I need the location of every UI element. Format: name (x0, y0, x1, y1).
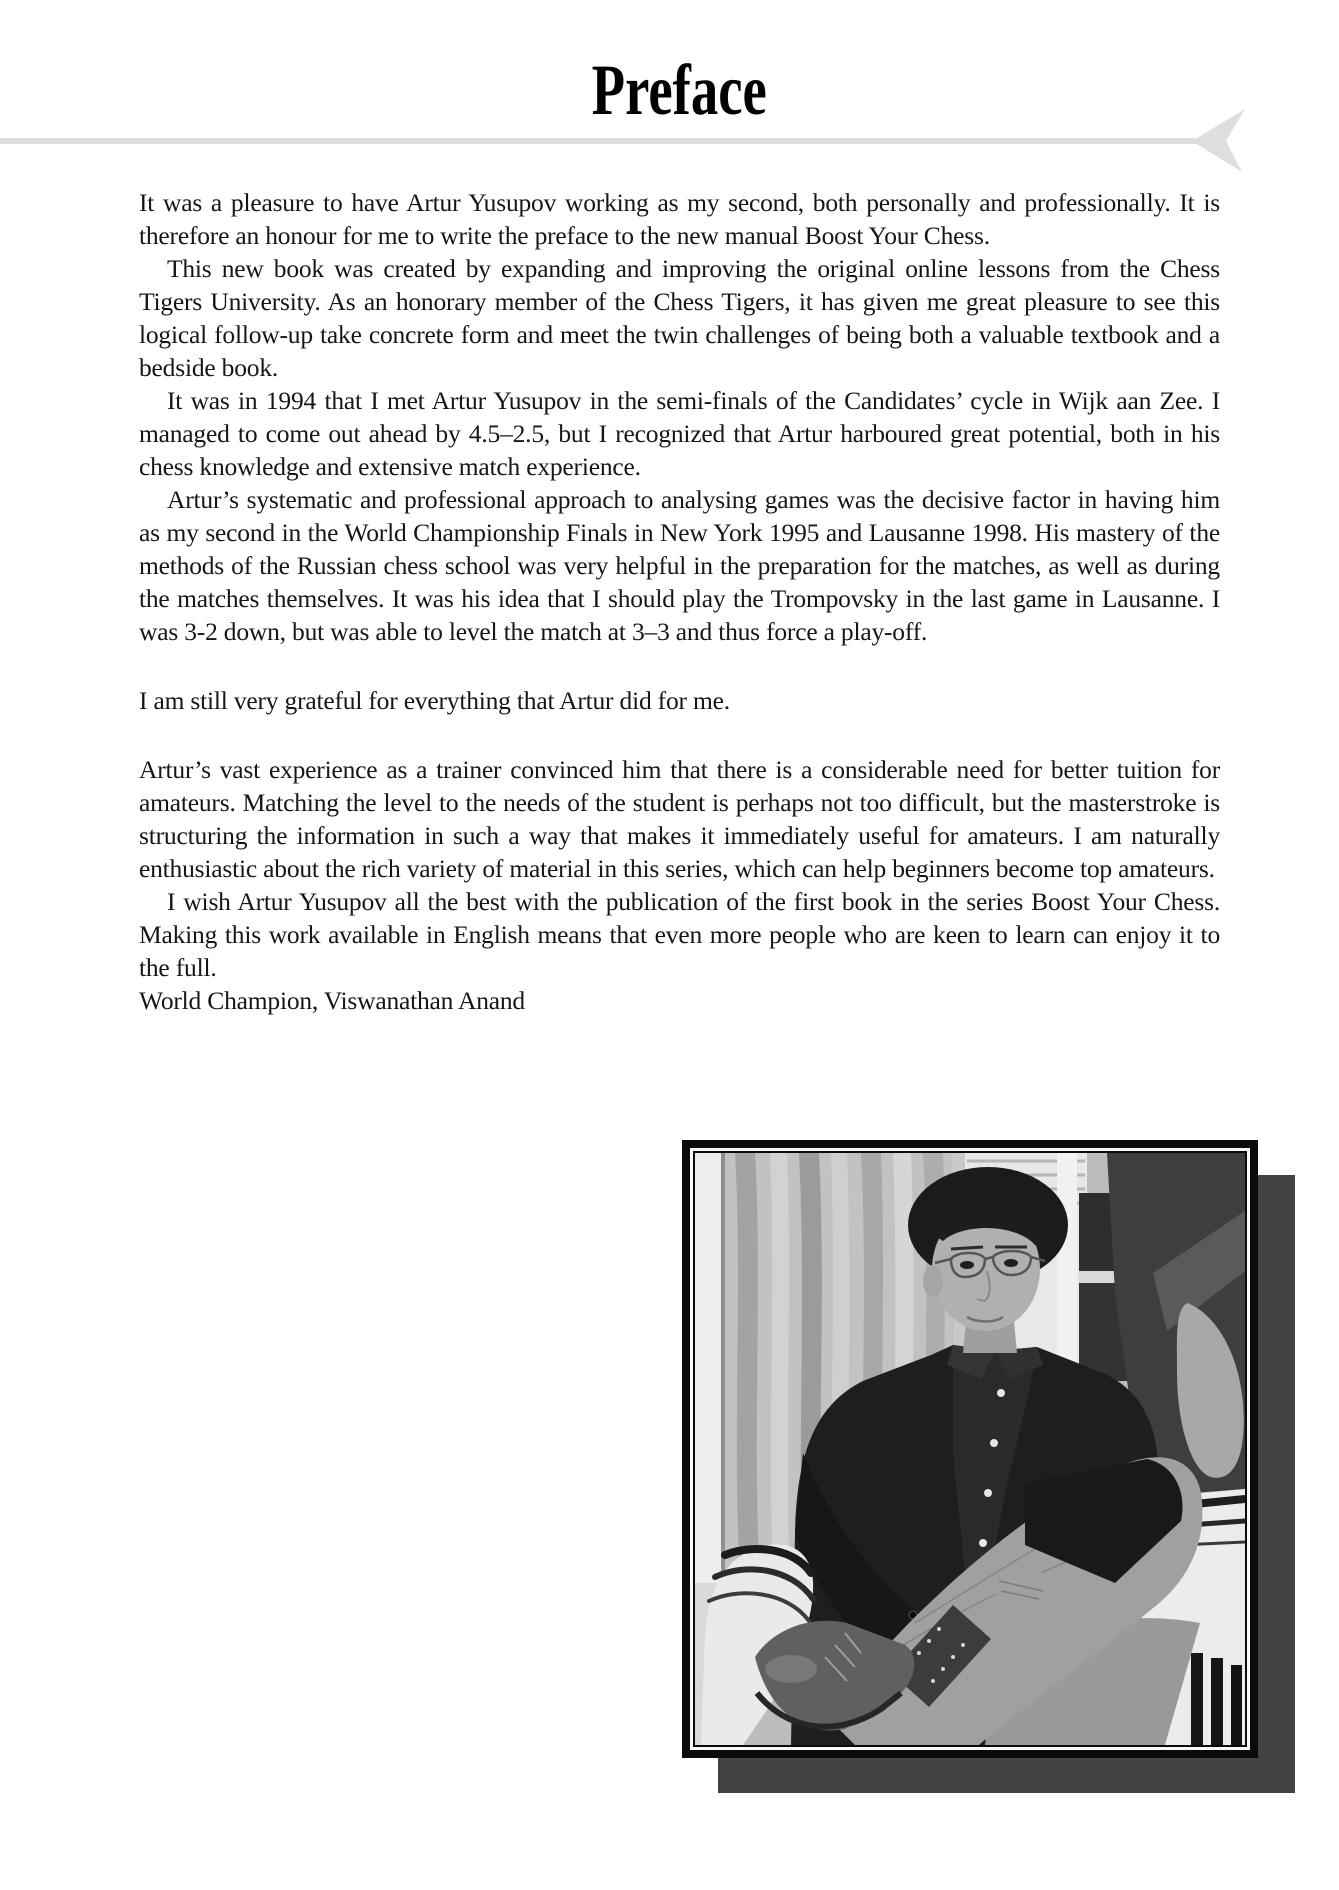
preface-paragraph: It was in 1994 that I met Artur Yusupov in the semi-finals of the Candidates’ cycle in Wijk aan Zee. I managed to come out ahead by 4.5–2.5, but I recognized that Artur harboured great potential, both in his chess knowledge and extensive match experience. (139, 386, 1220, 481)
preface-paragraph: Artur’s vast experience as a trainer convinced him that there is a considerable need for better tuition for amateurs. Matching the level to the needs of the student is perhaps not too difficult, but the masterstroke is structuring the information in such a way that makes it immediately useful for amateurs. I am naturally enthusiastic about the rich variety of material in this series, which can help beginners become top amateurs. (139, 755, 1220, 883)
preface-paragraph: I wish Artur Yusupov all the best with the publication of the first book in the series Boost Your Chess. Making this work available in English means that even more people who are keen to learn can enjoy it to the full. (139, 887, 1220, 982)
preface-paragraph: I am still very grateful for everything that Artur did for me. (139, 686, 730, 715)
preface-body (139, 186, 1220, 1017)
ear (923, 1265, 943, 1297)
page-title (139, 50, 1220, 130)
page-title-text: Preface (591, 50, 768, 130)
photo-mat-border (690, 1148, 1250, 1750)
preface-paragraph: It was a pleasure to have Artur Yusupov working as my second, both personally and professionally. It is therefore an honour for me to write the preface to the new manual Boost Your Chess. (139, 188, 1220, 250)
preface-paragraph: This new book was created by expanding and improving the original online lessons from the Chess Tigers University. As an honorary member of the Chess Tigers, it has given me great pleasure to see this logical follow-up take concrete form and meet the twin challenges of being both a valuable textbook and a bedside book. (139, 254, 1220, 382)
anand-photo (682, 1140, 1258, 1758)
signature-line: World Champion, Viswanathan Anand (139, 986, 525, 1015)
preface-paragraph: Artur’s systematic and professional approach to analysing games was the decisive factor in having him as my second in the World Championship Finals in New York 1995 and Lausanne 1998. His mastery of the methods of the Russian chess school was very helpful in the preparation for the matches, as well as during the matches themselves. It was his idea that I should play the Trompovsky in the last game in Lausanne. I was 3-2 down, but was able to level the match at 3–3 and thus force a play-off. (139, 485, 1220, 646)
header-rule-arrow-icon (1192, 109, 1248, 173)
header-rule (0, 138, 1197, 144)
anand-photo-illustration (695, 1153, 1245, 1745)
hands (991, 1568, 1051, 1602)
